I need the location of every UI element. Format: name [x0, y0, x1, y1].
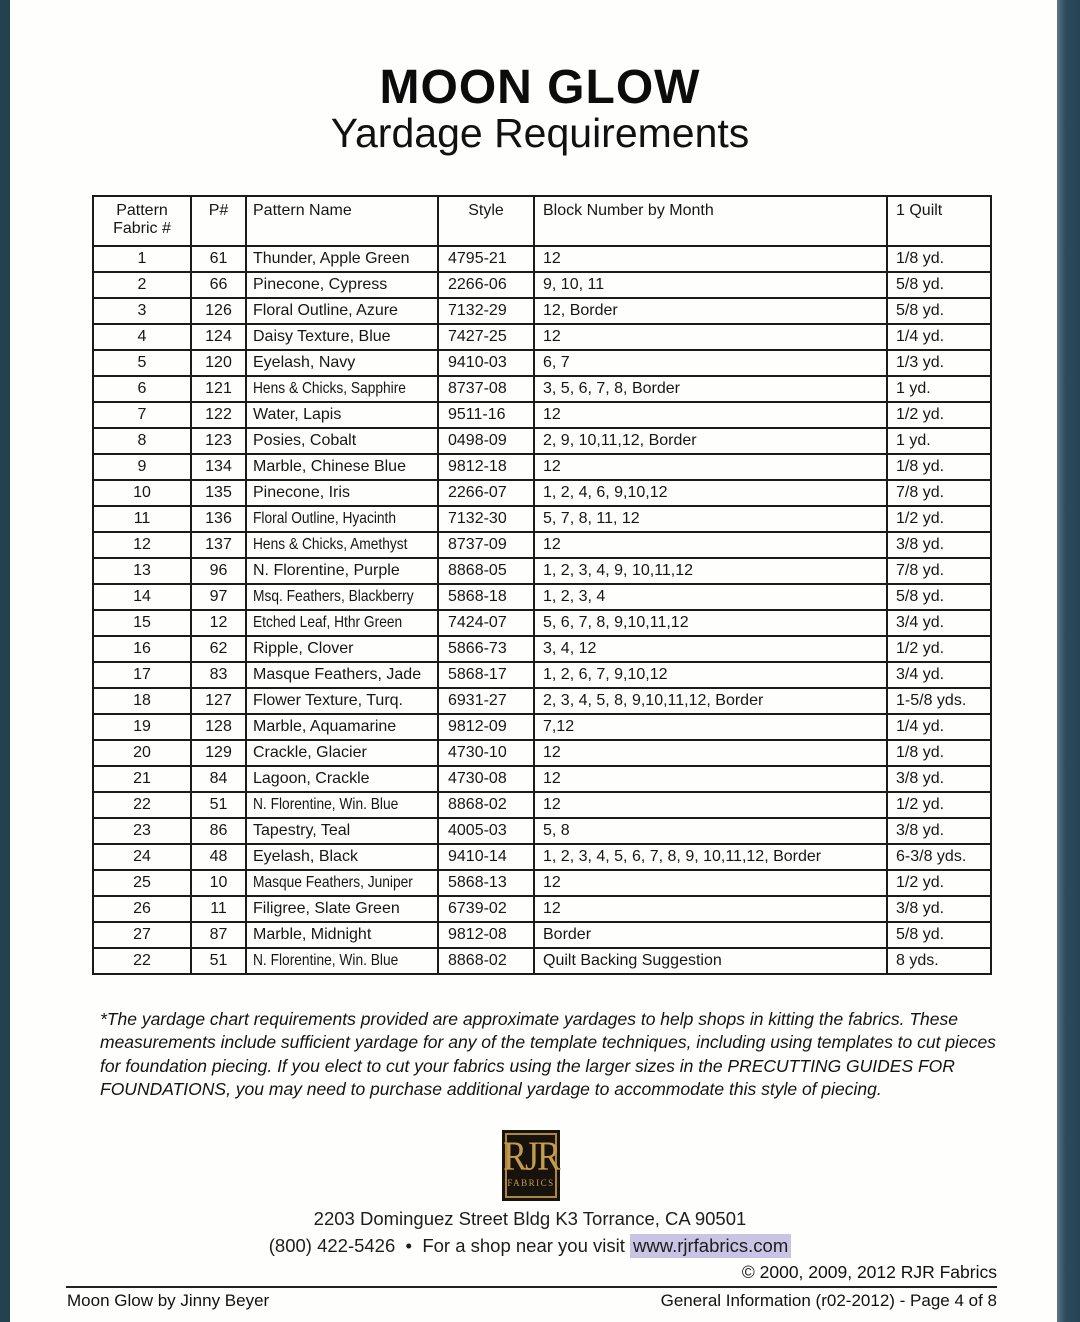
- cell-quilt-yardage: 1 yd.: [887, 428, 991, 454]
- phone-line: [65, 1235, 995, 1257]
- cell-pattern-name: Masque Feathers, Juniper: [246, 870, 438, 896]
- cell-block-numbers: 1, 2, 6, 7, 9,10,12: [534, 662, 887, 688]
- cell-pattern-name: Water, Lapis: [246, 402, 438, 428]
- cell-block-numbers: 12: [534, 766, 887, 792]
- cell-p-number: 61: [191, 246, 246, 272]
- table-row: [93, 870, 991, 896]
- cell-quilt-yardage: 3/8 yd.: [887, 896, 991, 922]
- cell-pattern-name: Msq. Feathers, Blackberry: [246, 584, 438, 610]
- cell-quilt-yardage: 1/8 yd.: [887, 454, 991, 480]
- cell-pattern-name: Etched Leaf, Hthr Green: [246, 610, 438, 636]
- cell-block-numbers: 3, 4, 12: [534, 636, 887, 662]
- cell-style: 8868-05: [438, 558, 534, 584]
- cell-p-number: 96: [191, 558, 246, 584]
- table-row: [93, 532, 991, 558]
- cell-pattern-name: Marble, Chinese Blue: [246, 454, 438, 480]
- cell-style: 8868-02: [438, 948, 534, 974]
- cell-p-number: 122: [191, 402, 246, 428]
- cell-style: 5868-13: [438, 870, 534, 896]
- cell-block-numbers: 12: [534, 246, 887, 272]
- cell-pattern-name: Lagoon, Crackle: [246, 766, 438, 792]
- cell-quilt-yardage: 1/4 yd.: [887, 324, 991, 350]
- cell-p-number: 97: [191, 584, 246, 610]
- table-row: [93, 610, 991, 636]
- cell-p-number: 135: [191, 480, 246, 506]
- cell-style: 9812-18: [438, 454, 534, 480]
- cell-pattern-fabric: 17: [93, 662, 191, 688]
- cell-pattern-name: N. Florentine, Purple: [246, 558, 438, 584]
- cell-p-number: 120: [191, 350, 246, 376]
- page-title: MOON GLOW: [379, 61, 701, 114]
- cell-pattern-fabric: 4: [93, 324, 191, 350]
- cell-block-numbers: 12: [534, 792, 887, 818]
- cell-p-number: 10: [191, 870, 246, 896]
- cell-p-number: 86: [191, 818, 246, 844]
- cell-pattern-fabric: 19: [93, 714, 191, 740]
- cell-p-number: 134: [191, 454, 246, 480]
- cell-quilt-yardage: 5/8 yd.: [887, 272, 991, 298]
- table-row: [93, 558, 991, 584]
- cell-style: 7424-07: [438, 610, 534, 636]
- cell-block-numbers: 7,12: [534, 714, 887, 740]
- cell-pattern-name: Hens & Chicks, Sapphire: [246, 376, 438, 402]
- cell-p-number: 121: [191, 376, 246, 402]
- cell-pattern-fabric: 21: [93, 766, 191, 792]
- table-row: [93, 298, 991, 324]
- cell-style: 7427-25: [438, 324, 534, 350]
- cell-p-number: 12: [191, 610, 246, 636]
- cell-block-numbers: 12: [534, 454, 887, 480]
- cell-p-number: 129: [191, 740, 246, 766]
- header-p-number: P#: [191, 196, 246, 246]
- website-link[interactable]: www.rjrfabrics.com: [630, 1234, 791, 1258]
- cell-pattern-name: Floral Outline, Hyacinth: [246, 506, 438, 532]
- cell-pattern-fabric: 27: [93, 922, 191, 948]
- header-pattern-name: Pattern Name: [246, 196, 438, 246]
- cell-quilt-yardage: 1/4 yd.: [887, 714, 991, 740]
- yardage-requirements-table: [92, 195, 992, 975]
- table-row: [93, 714, 991, 740]
- cell-quilt-yardage: 3/8 yd.: [887, 818, 991, 844]
- cell-style: 8868-02: [438, 792, 534, 818]
- cell-quilt-yardage: 1/8 yd.: [887, 740, 991, 766]
- cell-p-number: 62: [191, 636, 246, 662]
- shop-near-you-text: For a shop near you visit: [422, 1235, 625, 1256]
- cell-style: 9410-14: [438, 844, 534, 870]
- cell-pattern-fabric: 12: [93, 532, 191, 558]
- cell-pattern-fabric: 7: [93, 402, 191, 428]
- cell-style: 9511-16: [438, 402, 534, 428]
- cell-quilt-yardage: 1-5/8 yds.: [887, 688, 991, 714]
- cell-quilt-yardage: 1/3 yd.: [887, 350, 991, 376]
- table-row: [93, 246, 991, 272]
- cell-pattern-name: Floral Outline, Azure: [246, 298, 438, 324]
- cell-p-number: 51: [191, 948, 246, 974]
- cell-pattern-fabric: 24: [93, 844, 191, 870]
- rjr-fabrics-logo: [502, 1130, 560, 1201]
- cell-style: 7132-29: [438, 298, 534, 324]
- cell-pattern-name: Eyelash, Navy: [246, 350, 438, 376]
- cell-pattern-fabric: 1: [93, 246, 191, 272]
- cell-style: 4730-10: [438, 740, 534, 766]
- header-style: Style: [438, 196, 534, 246]
- cell-p-number: 123: [191, 428, 246, 454]
- cell-style: 2266-06: [438, 272, 534, 298]
- cell-style: 4005-03: [438, 818, 534, 844]
- cell-style: 8737-09: [438, 532, 534, 558]
- cell-style: 9812-08: [438, 922, 534, 948]
- cell-block-numbers: 2, 9, 10,11,12, Border: [534, 428, 887, 454]
- cell-p-number: 136: [191, 506, 246, 532]
- cell-block-numbers: 1, 2, 3, 4: [534, 584, 887, 610]
- cell-quilt-yardage: 1/2 yd.: [887, 506, 991, 532]
- table-row: [93, 350, 991, 376]
- yardage-footnote: *The yardage chart requirements provided are approximate yardages to help shops in kitting the fabrics. These measurements include sufficient yardage for any of the template techniques, including using templates to cut pieces for foundation piecing. If you elect to cut your fabrics using the larger sizes in the PRECUTTING GUIDES FOR FOUNDATIONS, you may need to purchase additional yardage to accommodate this style of piecing.: [100, 1009, 996, 1099]
- page-subtitle: Yardage Requirements: [330, 110, 750, 156]
- cell-pattern-name: Ripple, Clover: [246, 636, 438, 662]
- cell-p-number: 66: [191, 272, 246, 298]
- table-row: [93, 402, 991, 428]
- cell-block-numbers: 3, 5, 6, 7, 8, Border: [534, 376, 887, 402]
- table-row: [93, 792, 991, 818]
- cell-pattern-name: Thunder, Apple Green: [246, 246, 438, 272]
- cell-p-number: 127: [191, 688, 246, 714]
- cell-style: 4795-21: [438, 246, 534, 272]
- cell-pattern-fabric: 25: [93, 870, 191, 896]
- right-edge-band: [1057, 0, 1080, 1322]
- cell-pattern-fabric: 26: [93, 896, 191, 922]
- cell-block-numbers: 1, 2, 3, 4, 9, 10,11,12: [534, 558, 887, 584]
- cell-block-numbers: 1, 2, 3, 4, 5, 6, 7, 8, 9, 10,11,12, Border: [534, 844, 887, 870]
- cell-block-numbers: 12: [534, 870, 887, 896]
- cell-pattern-name: Tapestry, Teal: [246, 818, 438, 844]
- cell-block-numbers: 1, 2, 4, 6, 9,10,12: [534, 480, 887, 506]
- cell-block-numbers: 9, 10, 11: [534, 272, 887, 298]
- cell-quilt-yardage: 7/8 yd.: [887, 558, 991, 584]
- cell-pattern-fabric: 9: [93, 454, 191, 480]
- cell-pattern-name: N. Florentine, Win. Blue: [246, 792, 438, 818]
- table-row: [93, 688, 991, 714]
- cell-pattern-fabric: 23: [93, 818, 191, 844]
- cell-p-number: 84: [191, 766, 246, 792]
- cell-quilt-yardage: 3/8 yd.: [887, 532, 991, 558]
- logo-rjr-text: RJR: [502, 1132, 560, 1179]
- cell-p-number: 11: [191, 896, 246, 922]
- cell-pattern-fabric: 16: [93, 636, 191, 662]
- bullet-separator: •: [405, 1235, 413, 1256]
- cell-pattern-name: N. Florentine, Win. Blue: [246, 948, 438, 974]
- cell-pattern-name: Marble, Aquamarine: [246, 714, 438, 740]
- table-row: [93, 662, 991, 688]
- header-pattern-fabric: Pattern Fabric #: [93, 196, 191, 246]
- cell-pattern-fabric: 20: [93, 740, 191, 766]
- cell-quilt-yardage: 1/8 yd.: [887, 246, 991, 272]
- cell-block-numbers: 12, Border: [534, 298, 887, 324]
- cell-quilt-yardage: 5/8 yd.: [887, 584, 991, 610]
- cell-quilt-yardage: 3/4 yd.: [887, 662, 991, 688]
- cell-quilt-yardage: 1 yd.: [887, 376, 991, 402]
- cell-block-numbers: 5, 7, 8, 11, 12: [534, 506, 887, 532]
- cell-block-numbers: 2, 3, 4, 5, 8, 9,10,11,12, Border: [534, 688, 887, 714]
- cell-quilt-yardage: 1/2 yd.: [887, 636, 991, 662]
- cell-pattern-fabric: 6: [93, 376, 191, 402]
- cell-pattern-fabric: 2: [93, 272, 191, 298]
- phone-number: (800) 422-5426: [268, 1235, 396, 1256]
- logo-fabrics-text: FABRICS: [507, 1177, 555, 1188]
- cell-pattern-name: Flower Texture, Turq.: [246, 688, 438, 714]
- table-row: [93, 454, 991, 480]
- cell-block-numbers: 6, 7: [534, 350, 887, 376]
- cell-p-number: 83: [191, 662, 246, 688]
- cell-style: 5868-17: [438, 662, 534, 688]
- cell-block-numbers: 12: [534, 532, 887, 558]
- cell-pattern-fabric: 22: [93, 948, 191, 974]
- footer-divider: [66, 1286, 997, 1288]
- cell-style: 6931-27: [438, 688, 534, 714]
- cell-p-number: 87: [191, 922, 246, 948]
- cell-pattern-name: Crackle, Glacier: [246, 740, 438, 766]
- cell-quilt-yardage: 1/2 yd.: [887, 792, 991, 818]
- cell-pattern-fabric: 14: [93, 584, 191, 610]
- cell-quilt-yardage: 3/4 yd.: [887, 610, 991, 636]
- cell-block-numbers: 5, 8: [534, 818, 887, 844]
- address-line: 2203 Dominguez Street Bldg K3 Torrance, CA 90501: [313, 1208, 747, 1229]
- cell-pattern-fabric: 13: [93, 558, 191, 584]
- cell-quilt-yardage: 7/8 yd.: [887, 480, 991, 506]
- cell-p-number: 137: [191, 532, 246, 558]
- cell-pattern-fabric: 10: [93, 480, 191, 506]
- cell-style: 6739-02: [438, 896, 534, 922]
- table-row: [93, 428, 991, 454]
- cell-p-number: 126: [191, 298, 246, 324]
- cell-style: 9812-09: [438, 714, 534, 740]
- cell-pattern-name: Pinecone, Cypress: [246, 272, 438, 298]
- cell-pattern-name: Posies, Cobalt: [246, 428, 438, 454]
- cell-p-number: 128: [191, 714, 246, 740]
- cell-style: 5866-73: [438, 636, 534, 662]
- cell-pattern-fabric: 8: [93, 428, 191, 454]
- cell-pattern-fabric: 18: [93, 688, 191, 714]
- table-row: [93, 740, 991, 766]
- cell-pattern-name: Eyelash, Black: [246, 844, 438, 870]
- cell-style: 8737-08: [438, 376, 534, 402]
- cell-quilt-yardage: 3/8 yd.: [887, 766, 991, 792]
- cell-style: 0498-09: [438, 428, 534, 454]
- cell-quilt-yardage: 1/2 yd.: [887, 402, 991, 428]
- footer-page-info: General Information (r02-2012) - Page 4 of 8: [660, 1291, 997, 1310]
- cell-p-number: 48: [191, 844, 246, 870]
- cell-block-numbers: Border: [534, 922, 887, 948]
- left-edge-band: [0, 0, 10, 1322]
- table-row: [93, 506, 991, 532]
- cell-quilt-yardage: 5/8 yd.: [887, 298, 991, 324]
- table-header-row: [93, 196, 991, 246]
- table-row: [93, 480, 991, 506]
- cell-block-numbers: 12: [534, 402, 887, 428]
- table-row: [93, 766, 991, 792]
- cell-pattern-fabric: 5: [93, 350, 191, 376]
- cell-quilt-yardage: 1/2 yd.: [887, 870, 991, 896]
- cell-block-numbers: 12: [534, 324, 887, 350]
- cell-quilt-yardage: 5/8 yd.: [887, 922, 991, 948]
- table-row: [93, 896, 991, 922]
- cell-quilt-yardage: 8 yds.: [887, 948, 991, 974]
- cell-style: 7132-30: [438, 506, 534, 532]
- copyright-notice: © 2000, 2009, 2012 RJR Fabrics: [741, 1262, 997, 1282]
- header-block-number: Block Number by Month: [534, 196, 887, 246]
- cell-pattern-fabric: 15: [93, 610, 191, 636]
- header-one-quilt: 1 Quilt: [887, 196, 991, 246]
- cell-style: 5868-18: [438, 584, 534, 610]
- cell-block-numbers: 12: [534, 740, 887, 766]
- cell-pattern-fabric: 3: [93, 298, 191, 324]
- cell-quilt-yardage: 6-3/8 yds.: [887, 844, 991, 870]
- cell-block-numbers: Quilt Backing Suggestion: [534, 948, 887, 974]
- table-row: [93, 584, 991, 610]
- cell-block-numbers: 12: [534, 896, 887, 922]
- table-row: [93, 376, 991, 402]
- cell-pattern-fabric: 22: [93, 792, 191, 818]
- cell-style: 2266-07: [438, 480, 534, 506]
- cell-pattern-name: Hens & Chicks, Amethyst: [246, 532, 438, 558]
- cell-pattern-name: Pinecone, Iris: [246, 480, 438, 506]
- table-row: [93, 272, 991, 298]
- cell-pattern-name: Masque Feathers, Jade: [246, 662, 438, 688]
- cell-style: 9410-03: [438, 350, 534, 376]
- table-row: [93, 922, 991, 948]
- cell-pattern-fabric: 11: [93, 506, 191, 532]
- cell-p-number: 124: [191, 324, 246, 350]
- cell-pattern-name: Daisy Texture, Blue: [246, 324, 438, 350]
- cell-pattern-name: Filigree, Slate Green: [246, 896, 438, 922]
- footer-document-name: Moon Glow by Jinny Beyer: [67, 1291, 270, 1310]
- table-row: [93, 636, 991, 662]
- table-row: [93, 818, 991, 844]
- cell-style: 4730-08: [438, 766, 534, 792]
- cell-p-number: 51: [191, 792, 246, 818]
- table-row: [93, 948, 991, 974]
- table-row: [93, 324, 991, 350]
- cell-block-numbers: 5, 6, 7, 8, 9,10,11,12: [534, 610, 887, 636]
- table-row: [93, 844, 991, 870]
- cell-pattern-name: Marble, Midnight: [246, 922, 438, 948]
